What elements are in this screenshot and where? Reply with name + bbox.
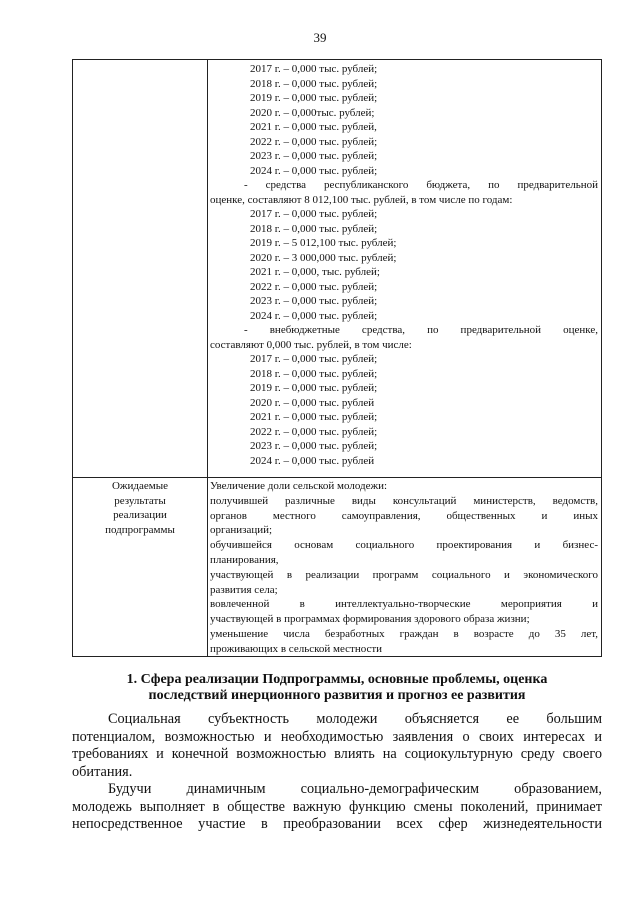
funding-line: 2017 г. – 0,000 тыс. рублей; [250, 208, 378, 220]
funding-line: 2022 г. – 0,000 тыс. рублей; [250, 425, 378, 438]
result-line: развития села; [210, 583, 278, 596]
funding-line: 2017 г. – 0,000 тыс. рублей; [250, 353, 378, 365]
table-column-divider [207, 60, 208, 656]
funding-line: 2024 г. – 0,000 тыс. рублей; [250, 164, 378, 177]
result-line: органов местного самоуправления, общественных и иных [210, 509, 598, 522]
funding-line: - средства республиканского бюджета, по предварительной [244, 179, 598, 191]
expected-results-cell [210, 479, 598, 657]
funding-line: 2024 г. – 0,000 тыс. рублей; [250, 309, 378, 322]
funding-line: 2019 г. – 0,000 тыс. рублей; [250, 92, 378, 104]
funding-line: 2018 г. – 0,000 тыс. рублей; [250, 222, 378, 235]
funding-line: 2020 г. – 0,000тыс. рублей; [250, 106, 375, 119]
funding-line: 2018 г. – 0,000 тыс. рублей; [250, 367, 378, 380]
subprogram-table [72, 59, 602, 657]
funding-line: 2022 г. – 0,000 тыс. рублей; [250, 135, 378, 148]
funding-line: 2021 г. – 0,000, тыс. рублей; [250, 266, 380, 278]
label-line: подпрограммы [105, 523, 175, 536]
result-line: Увеличение доли сельской молодежи: [210, 480, 388, 492]
result-line: участвующей в программах формирования здорового образа жизни; [210, 613, 530, 626]
paragraph-line: Социальная субъектность молодежи объясняется ее большим [108, 711, 602, 727]
expected-results-label [73, 479, 207, 537]
paragraph-line: Будучи динамичным социально-демографическим образованием, [108, 781, 602, 797]
result-line: планирования, [210, 553, 279, 566]
label-line: результаты [114, 494, 166, 507]
funding-line: 2024 г. – 0,000 тыс. рублей [250, 454, 375, 467]
funding-line: 2023 г. – 0,000 тыс. рублей; [250, 440, 378, 452]
result-line: проживающих в сельской местности [210, 642, 383, 655]
funding-line: 2020 г. – 0,000 тыс. рублей [250, 396, 375, 409]
funding-line: 2019 г. – 0,000 тыс. рублей; [250, 382, 378, 394]
section-body [72, 711, 602, 834]
heading-line: 1. Сфера реализации Подпрограммы, основные проблемы, оценка [126, 672, 548, 687]
result-line: уменьшение числа безработных граждан в возрасте до 35 лет, [210, 627, 598, 640]
table-row-divider [73, 477, 601, 478]
result-line: получившей различные виды консультаций министерств, ведомств, [210, 494, 598, 507]
funding-line: - внебюджетные средства, по предварительной оценке, [244, 324, 598, 336]
heading-line: последствий инерционного развития и прогноз ее развития [148, 688, 526, 703]
paragraph-line: молодежь выполняет в обществе важную функцию смены поколений, принимает [72, 798, 602, 815]
result-line: участвующей в реализации программ социального и экономического [210, 568, 598, 581]
funding-cell [210, 62, 598, 468]
funding-line: 2021 г. – 0,000 тыс. рублей; [250, 411, 378, 423]
funding-line: 2021 г. – 0,000 тыс. рублей, [250, 121, 377, 133]
funding-line: оценке, составляют 8 012,100 тыс. рублей, в том числе по годам: [210, 193, 513, 206]
funding-line: 2022 г. – 0,000 тыс. рублей; [250, 280, 378, 293]
page-number: 39 [313, 30, 327, 45]
funding-line: 2019 г. – 5 012,100 тыс. рублей; [250, 237, 397, 249]
funding-line: составляют 0,000 тыс. рублей, в том числе: [210, 338, 412, 351]
paragraph-line: потенциалом, возможностью и необходимостью заявления о своих интересах и [72, 728, 602, 745]
paragraph-line: непосредственное участие в преобразовании всех сфер жизнедеятельности [72, 816, 602, 832]
funding-line: 2023 г. – 0,000 тыс. рублей; [250, 295, 378, 307]
result-line: вовлеченной в интеллектуально-творческие мероприятия и [210, 598, 598, 611]
paragraph-line: обитания. [72, 763, 133, 780]
label-line: реализации [113, 509, 167, 521]
funding-line: 2020 г. – 3 000,000 тыс. рублей; [250, 251, 397, 264]
result-line: организаций; [210, 524, 273, 537]
funding-line: 2018 г. – 0,000 тыс. рублей; [250, 77, 378, 90]
funding-line: 2023 г. – 0,000 тыс. рублей; [250, 150, 378, 162]
result-line: обучившейся основам социального проектирования и бизнес- [210, 539, 598, 552]
section-heading [72, 672, 602, 704]
label-line: Ожидаемые [111, 480, 169, 492]
paragraph-line: требованиях и конечной возможностью влиять на социокультурную среду своего [72, 746, 602, 762]
funding-line: 2017 г. – 0,000 тыс. рублей; [250, 63, 378, 75]
